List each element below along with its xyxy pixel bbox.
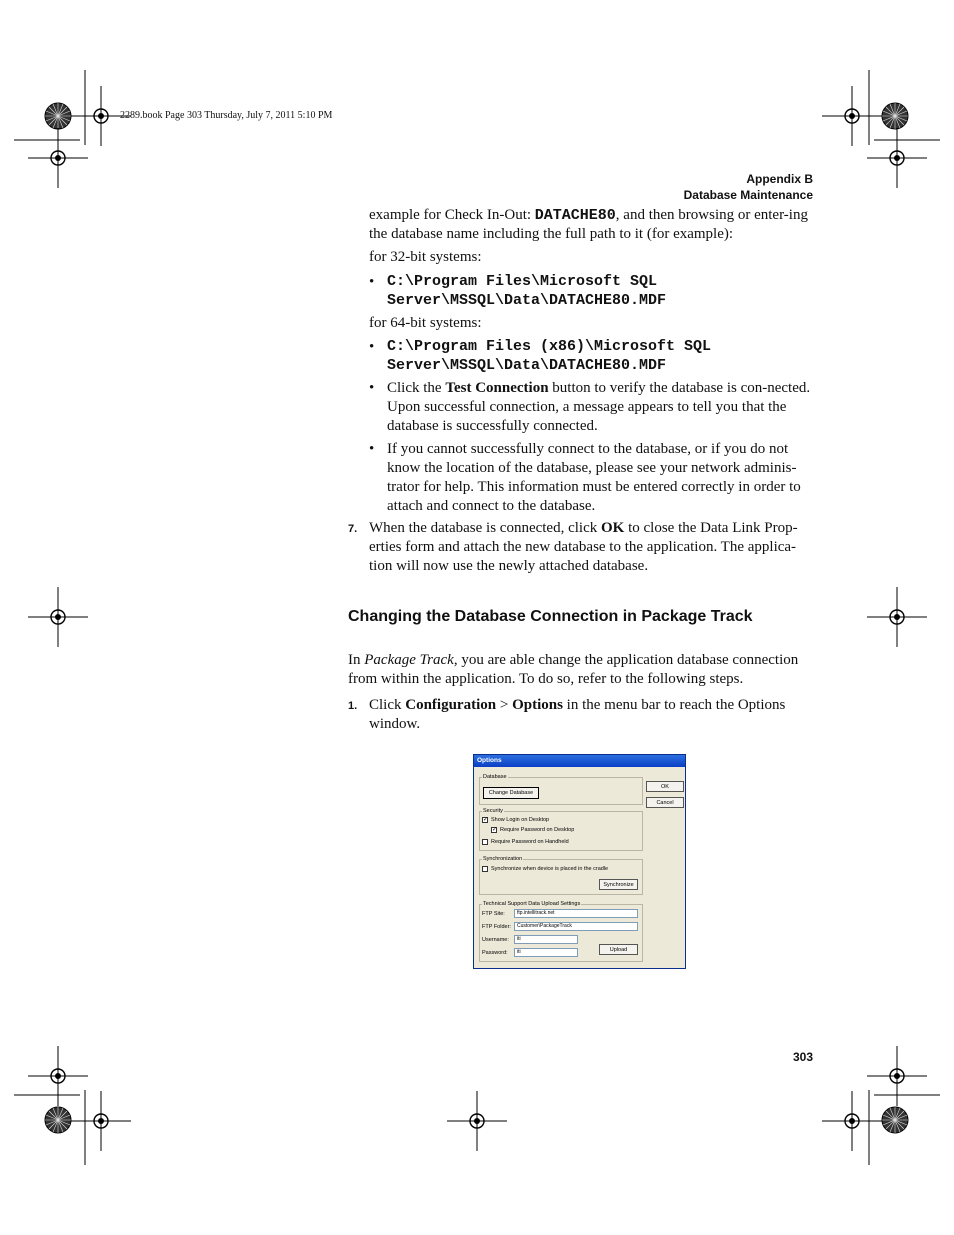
paragraph-32bit: for 32-bit systems: bbox=[369, 249, 482, 265]
security-group-label: Security bbox=[483, 808, 503, 814]
bullet: • bbox=[369, 441, 375, 457]
tech-support-group-label: Technical Support Data Upload Settings bbox=[483, 901, 581, 907]
step-number: 7. bbox=[348, 523, 358, 535]
ftp-site-label: FTP Site: bbox=[482, 911, 505, 917]
step-1-text: Click Configuration > Options in the menu bar to reach the Options window. bbox=[369, 697, 786, 732]
cancel-button[interactable]: Cancel bbox=[646, 797, 684, 808]
ftp-folder-input[interactable]: Customer\PackageTrack bbox=[514, 922, 638, 931]
username-label: Username: bbox=[482, 937, 509, 943]
ftp-site-input[interactable]: ftp.intellitrack.net bbox=[514, 909, 638, 918]
running-header-title: Database Maintenance bbox=[683, 188, 813, 202]
paragraph-database-name: example for Check In-Out: DATACHE80, and then browsing or enter-ing the database name including the full path to it (for example): bbox=[369, 207, 808, 242]
sync-cradle-checkbox[interactable] bbox=[482, 866, 488, 872]
book-slug: 2289.book Page 303 Thursday, July 7, 2011 5:10 PM bbox=[120, 110, 333, 121]
running-header-appendix: Appendix B bbox=[746, 172, 813, 186]
bullet-cannot-connect: If you cannot successfully connect to the database, or if you do not know the location of the database, please see your network adminis-trator for help. This information must be entered correctly in order to attach and connect to the database. bbox=[387, 441, 801, 514]
page-number: 303 bbox=[792, 1050, 813, 1064]
show-login-label: Show Login on Desktop bbox=[491, 817, 550, 823]
bullet: • bbox=[369, 339, 375, 355]
require-password-handheld-label: Require Password on Handheld bbox=[491, 839, 569, 845]
show-login-checkbox[interactable]: ✓ bbox=[483, 817, 489, 823]
password-label: Password: bbox=[482, 950, 508, 956]
section-heading: Changing the Database Connection in Package Track bbox=[348, 608, 753, 625]
sync-cradle-label: Synchronize when device is placed in the cradle bbox=[491, 866, 609, 872]
inline-code: DATACHE80 bbox=[534, 207, 616, 224]
bullet: • bbox=[369, 380, 375, 396]
code-path-32bit: C:\Program Files\Microsoft SQL Server\MSSQL\Data\DATACHE80.MDF bbox=[387, 273, 667, 309]
upload-button[interactable]: Upload bbox=[599, 944, 638, 955]
dialog-title: Options bbox=[474, 755, 685, 767]
bullet-test-connection: Click the Test Connection button to verify the database is con-nected. Upon successful connection, a message appears to tell you that the database is successfully connected. bbox=[387, 380, 811, 434]
username-input[interactable]: iti bbox=[514, 935, 578, 944]
step-number: 1. bbox=[348, 700, 358, 712]
change-database-button[interactable]: Change Database bbox=[483, 787, 539, 799]
require-password-checkbox[interactable]: ✓ bbox=[492, 827, 498, 833]
paragraph-64bit: for 64-bit systems: bbox=[369, 315, 482, 331]
require-password-label: Require Password on Desktop bbox=[500, 827, 575, 833]
options-dialog bbox=[473, 754, 686, 969]
ok-button[interactable]: OK bbox=[646, 781, 684, 792]
require-password-handheld-checkbox[interactable] bbox=[482, 839, 488, 845]
step-7-text: When the database is connected, click OK to close the Data Link Prop-erties form and attach the new database to the application. The applica-tion will now use the newly attached database. bbox=[369, 520, 798, 574]
synchronization-group-label: Synchronization bbox=[483, 856, 523, 862]
bullet: • bbox=[369, 274, 375, 290]
ftp-folder-label: FTP Folder: bbox=[482, 924, 511, 930]
password-input[interactable]: iti bbox=[514, 948, 578, 957]
database-group-label: Database bbox=[483, 774, 507, 780]
code-path-64bit: C:\Program Files (x86)\Microsoft SQL Server\MSSQL\Data\DATACHE80.MDF bbox=[387, 338, 712, 374]
section-intro: In Package Track, you are able change the application database connection from within the application. To do so, refer to the following steps. bbox=[348, 652, 799, 687]
synchronize-button[interactable]: Synchronize bbox=[599, 879, 638, 890]
